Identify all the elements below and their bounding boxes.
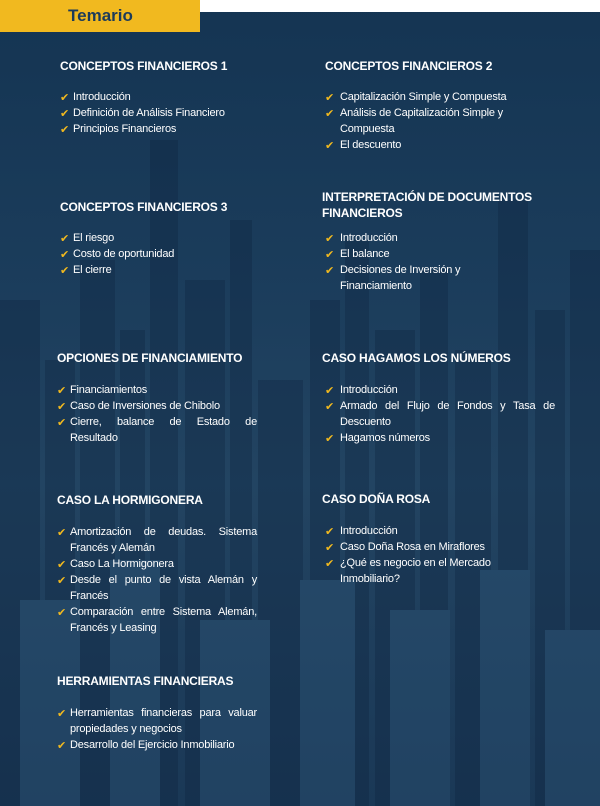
check-icon: ✔ bbox=[57, 607, 67, 619]
list-item: ✔ El cierre bbox=[60, 264, 112, 277]
check-icon: ✔ bbox=[60, 265, 70, 277]
section-title: CONCEPTOS FINANCIEROS 2 bbox=[325, 59, 493, 73]
section-items bbox=[60, 89, 320, 137]
list-item: ✔ Caso Doña Rosa en Miraflores bbox=[325, 541, 485, 554]
check-icon: ✔ bbox=[60, 108, 70, 120]
check-icon: ✔ bbox=[57, 527, 67, 539]
section-items bbox=[57, 705, 257, 753]
list-item: ✔ Principios Financieros bbox=[60, 123, 177, 136]
check-icon: ✔ bbox=[60, 92, 70, 104]
list-item: ✔ Decisiones de Inversión y Financiamiento bbox=[325, 264, 461, 292]
check-icon: ✔ bbox=[325, 526, 335, 538]
check-icon: ✔ bbox=[325, 92, 335, 104]
check-icon: ✔ bbox=[325, 265, 335, 277]
list-item: ✔ ¿Qué es negocio en el Mercado Inmobiliario? bbox=[325, 557, 491, 585]
section-caso-la-hormigonera bbox=[57, 492, 257, 636]
section-items bbox=[322, 523, 522, 587]
check-icon: ✔ bbox=[325, 385, 335, 397]
section-items bbox=[57, 524, 257, 636]
check-icon: ✔ bbox=[60, 249, 70, 261]
list-item: ✔ Caso La Hormigonera bbox=[57, 558, 174, 571]
list-item: ✔ Introducción bbox=[325, 384, 398, 397]
list-item: ✔ Costo de oportunidad bbox=[60, 248, 175, 261]
temario-tab bbox=[0, 0, 200, 32]
check-icon: ✔ bbox=[325, 249, 335, 261]
section-items bbox=[322, 382, 555, 446]
section-conceptos-financieros-3 bbox=[60, 199, 320, 278]
check-icon: ✔ bbox=[325, 401, 335, 413]
section-herramientas-financieras bbox=[57, 673, 257, 753]
list-item: ✔ El riesgo bbox=[60, 232, 114, 245]
section-title: INTERPRETACIÓN DE DOCUMENTOS FINANCIEROS bbox=[322, 190, 532, 220]
tab-label: Temario bbox=[68, 6, 133, 25]
list-item: ✔ Desarrollo del Ejercicio Inmobiliario bbox=[57, 739, 235, 752]
section-caso-hagamos-numeros bbox=[322, 350, 555, 446]
check-icon: ✔ bbox=[57, 401, 67, 413]
list-item: ✔ Introducción bbox=[325, 232, 398, 245]
check-icon: ✔ bbox=[325, 558, 335, 570]
check-icon: ✔ bbox=[325, 233, 335, 245]
list-item: ✔ Amortización de deudas. Sistema Francés y Alemán bbox=[57, 526, 257, 554]
section-title: CASO LA HORMIGONERA bbox=[57, 493, 203, 507]
section-caso-dona-rosa bbox=[322, 491, 522, 587]
check-icon: ✔ bbox=[57, 417, 67, 429]
check-icon: ✔ bbox=[57, 575, 67, 587]
list-item: ✔ Herramientas financieras para valuar propiedades y negocios bbox=[57, 707, 257, 735]
check-icon: ✔ bbox=[60, 233, 70, 245]
list-item: ✔ Introducción bbox=[325, 525, 398, 538]
section-title: HERRAMIENTAS FINANCIERAS bbox=[57, 674, 234, 688]
section-title: CONCEPTOS FINANCIEROS 1 bbox=[60, 59, 228, 73]
section-items bbox=[60, 230, 320, 278]
check-icon: ✔ bbox=[57, 708, 67, 720]
section-title: OPCIONES DE FINANCIAMIENTO bbox=[57, 351, 243, 365]
check-icon: ✔ bbox=[60, 124, 70, 136]
check-icon: ✔ bbox=[57, 559, 67, 571]
top-white-bar bbox=[200, 0, 600, 12]
list-item: ✔ El balance bbox=[325, 248, 390, 261]
list-item: ✔ Definición de Análisis Financiero bbox=[60, 107, 225, 120]
section-items bbox=[322, 230, 557, 294]
section-title: CONCEPTOS FINANCIEROS 3 bbox=[60, 200, 228, 214]
section-conceptos-financieros-2 bbox=[325, 58, 535, 153]
list-item: ✔ Capitalización Simple y Compuesta bbox=[325, 91, 507, 104]
list-item: ✔ Financiamientos bbox=[57, 384, 148, 397]
check-icon: ✔ bbox=[325, 542, 335, 554]
section-conceptos-financieros-1 bbox=[60, 58, 320, 137]
list-item: ✔ Cierre, balance de Estado de Resultado bbox=[57, 416, 257, 444]
list-item: ✔ Introducción bbox=[60, 91, 131, 104]
section-title: CASO HAGAMOS LOS NÚMEROS bbox=[322, 351, 511, 365]
list-item: ✔ Comparación entre Sistema Alemán, Francés y Leasing bbox=[57, 606, 257, 634]
list-item: ✔ Armado del Flujo de Fondos y Tasa de Descuento bbox=[325, 400, 555, 428]
section-title: CASO DOÑA ROSA bbox=[322, 492, 431, 506]
list-item: ✔ Hagamos números bbox=[325, 432, 430, 445]
section-interpretacion-documentos bbox=[322, 189, 557, 294]
check-icon: ✔ bbox=[57, 385, 67, 397]
section-items bbox=[57, 382, 257, 446]
section-items bbox=[325, 89, 535, 153]
check-icon: ✔ bbox=[325, 140, 335, 152]
check-icon: ✔ bbox=[325, 108, 335, 120]
list-item: ✔ Desde el punto de vista Alemán y Francés bbox=[57, 574, 257, 602]
list-item: ✔ Caso de Inversiones de Chibolo bbox=[57, 400, 220, 413]
list-item: ✔ El descuento bbox=[325, 139, 402, 152]
list-item: ✔ Análisis de Capitalización Simple y Compuesta bbox=[325, 107, 503, 135]
check-icon: ✔ bbox=[57, 740, 67, 752]
section-opciones-financiamiento bbox=[57, 350, 257, 446]
check-icon: ✔ bbox=[325, 433, 335, 445]
